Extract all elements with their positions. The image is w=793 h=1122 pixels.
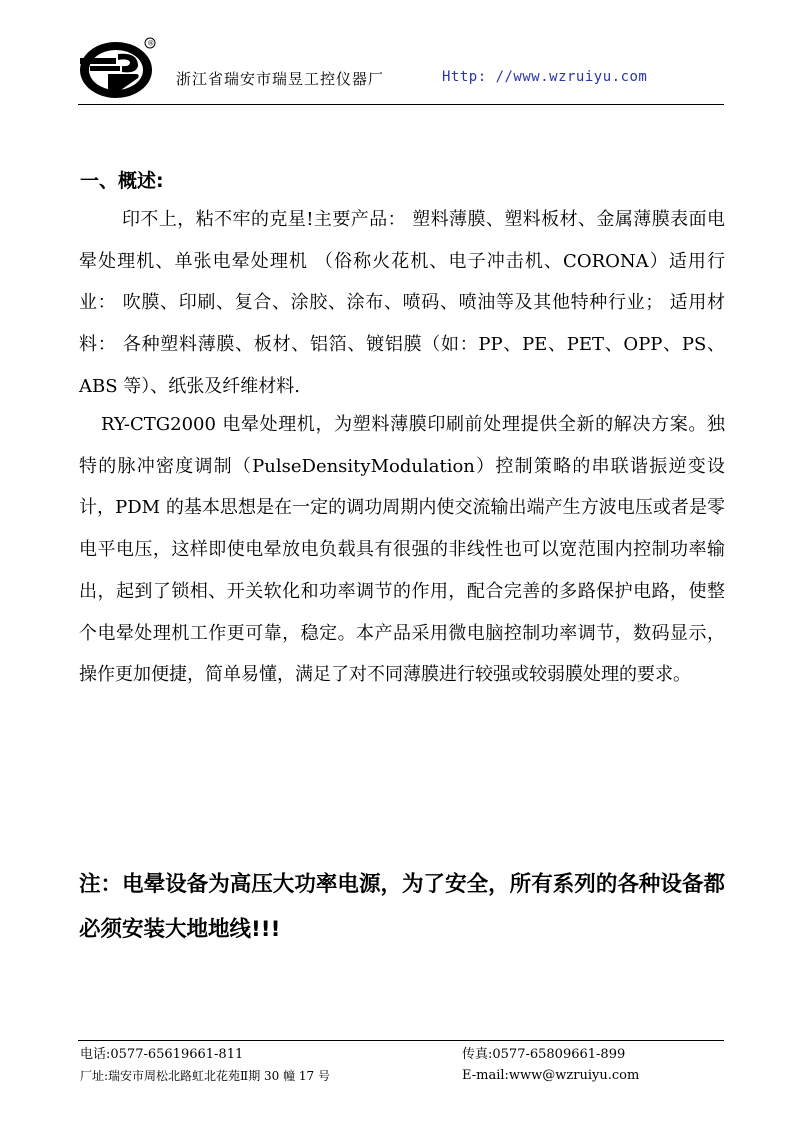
section-title: 一、概述: (80, 170, 164, 192)
footer-address: 厂址:瑞安市周松北路虹北花苑Ⅱ期 30 幢 17 号 (80, 1069, 330, 1083)
website-link[interactable]: Http: //www.wzruiyu.com (442, 69, 648, 85)
header-divider (78, 104, 724, 105)
safety-note: 注：电晕设备为高压大功率电源，为了安全，所有系列的各种设备都必须安装大地地线!!! (79, 872, 725, 942)
page-header (78, 36, 724, 106)
footer-divider (78, 1040, 724, 1041)
footer-telephone: 电话:0577-65619661-811 (80, 1047, 244, 1062)
company-name: 浙江省瑞安市瑞昱工控仪器厂 (176, 70, 385, 88)
paragraph-product-description: RY-CTG2000 电晕处理机，为塑料薄膜印刷前处理提供全新的解决方案。独特的脉冲密度调制（PulseDensityModulation）控制策略的串联谐振逆变设计，PDM 的基本思想是在一定的调功周期内使交流输出端产生方波电压或者是零电平电压，这样即使电晕放电负载具有很强的非线性也可以宽范围内控制功率输出，起到了锁相、开关软化和功率调节的作用，配合完善的多路保护电路，使整个电晕处理机工作更可靠，稳定。本产品采用微电脑控制功率调节，数码显示，操作更加便捷，简单易懂，满足了对不同薄膜进行较强或较弱膜处理的要求。 (79, 414, 725, 686)
ruiyu-logo-icon (78, 36, 158, 100)
footer-fax: 传真:0577-65809661-899 (462, 1047, 626, 1062)
footer-email[interactable]: E-mail:www@wzruiyu.com (462, 1068, 640, 1083)
paragraph-overview: 印不上，粘不牢的克星!主要产品： 塑料薄膜、塑料板材、金属薄膜表面电晕处理机、单张电晕处理机 （俗称火花机、电子冲击机、CORONA）适用行业： 吹膜、印刷、复合、涂胶、涂布、喷码、喷油等及其他特种行业； 适用材料： 各种塑料薄膜、板材、铝箔、镀铝膜（如：PP、PE、PET、OPP、PS、ABS 等）、纸张及纤维材料. (79, 209, 725, 397)
registered-mark: ® (147, 39, 155, 48)
